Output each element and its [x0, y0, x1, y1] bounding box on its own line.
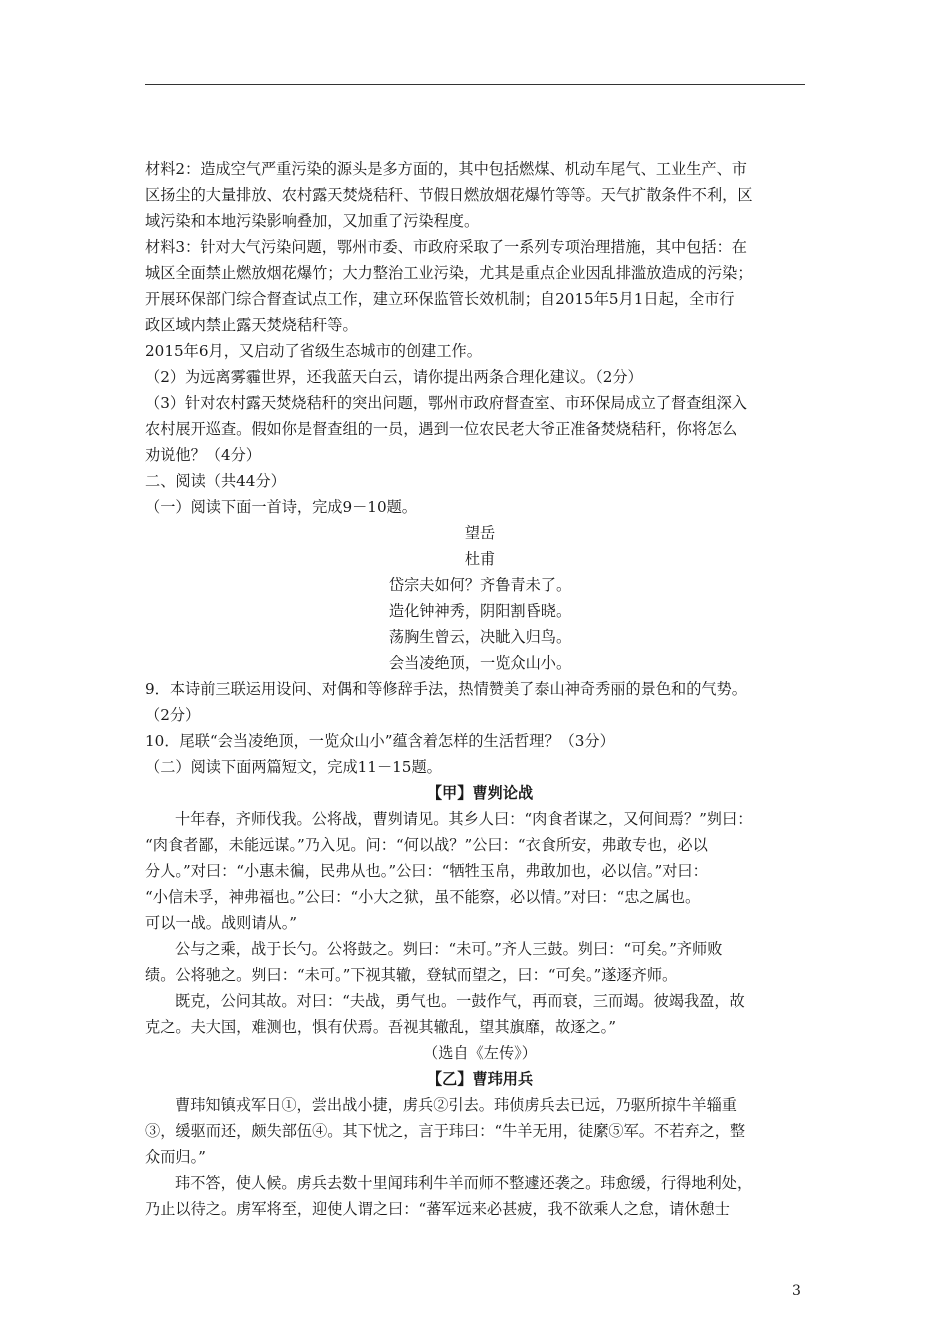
text-line: 材料2：造成空气严重污染的源头是多方面的，其中包括燃煤、机动车尾气、工业生产、市: [145, 160, 747, 178]
poem-verse: 会当凌绝顶，一览众山小。: [388, 654, 572, 672]
text-a-line: 既克，公问其故。对曰：“夫战，勇气也。一鼓作气，再而衰，三而竭。彼竭我盈，故: [175, 992, 745, 1010]
poem-author: 杜甫: [464, 550, 496, 568]
question-2: （2）为远离雾霾世界，还我蓝天白云，请你提出两条合理化建议。（2分）: [145, 368, 643, 386]
header-rule: [145, 84, 805, 85]
text-a-title: 【甲】曹刿论战: [426, 784, 534, 802]
text-a-line: 十年春，齐师伐我。公将战，曹刿请见。其乡人曰：“肉食者谋之，又何间焉？”刿曰：: [175, 810, 753, 828]
document-body: [145, 156, 815, 1222]
text-a-line: “肉食者鄙，未能远谋。”乃入见。问：“何以战？”公曰：“衣食所安，弗敢专也，必以: [145, 836, 708, 854]
page-number: 3: [792, 1283, 801, 1299]
text-a-line: 分人。”对曰：“小惠未徧，民弗从也。”公曰：“牺牲玉帛，弗敢加也，必以信。”对曰：: [145, 862, 708, 880]
question-9-score: （2分）: [145, 706, 201, 724]
text-line: 区扬尘的大量排放、农村露天焚烧秸秆、节假日燃放烟花爆竹等等。天气扩散条件不利，区: [145, 186, 753, 204]
text-b-line: 曹玮知镇戎军日①，尝出战小捷，虏兵②引去。玮侦虏兵去已远，乃驱所掠牛羊辎重: [175, 1096, 737, 1114]
question-3: （3）针对农村露天焚烧秸秆的突出问题，鄂州市政府督查室、市环保局成立了督查组深入: [145, 394, 747, 412]
text-a-line: 公与之乘，战于长勺。公将鼓之。刿曰：“未可。”齐人三鼓。刿曰：“可矣。”齐师败: [175, 940, 723, 958]
question-10: 10．尾联“会当凌绝顶，一览众山小”蕴含着怎样的生活哲理？（3分）: [145, 732, 615, 750]
text-line: 2015年6月，又启动了省级生态城市的创建工作。: [145, 342, 482, 360]
text-b-title: 【乙】曹玮用兵: [426, 1070, 534, 1088]
text-line: 域污染和本地污染影响叠加，又加重了污染程度。: [145, 212, 480, 230]
text-line: 劝说他？（4分）: [145, 446, 261, 464]
text-b-line: 众而归。”: [145, 1148, 206, 1166]
text-line: 开展环保部门综合督查试点工作，建立环保监管长效机制；自2015年5月1日起，全市行: [145, 290, 735, 308]
text-a-source: （选自《左传》）: [423, 1044, 537, 1062]
text-line: 农村展开巡查。假如你是督查组的一员，遇到一位农民老大爷正准备焚烧秸秆，你将怎么: [145, 420, 738, 438]
section-heading: 二、阅读（共44分）: [145, 472, 286, 490]
poem-verse: 岱宗夫如何？齐鲁青未了。: [388, 576, 572, 594]
text-a-line: “小信未孚，神弗福也。”公曰：“小大之狱，虽不能察，必以情。”对曰：“忠之属也。: [145, 888, 701, 906]
text-line: 政区域内禁止露天焚烧秸秆等。: [145, 316, 358, 334]
text-line: 材料3：针对大气污染问题，鄂州市委、市政府采取了一系列专项治理措施，其中包括：在: [145, 238, 747, 256]
poem-verse: 造化钟神秀，阴阳割昏晓。: [388, 602, 572, 620]
text-a-line: 可以一战。战则请从。”: [145, 914, 298, 932]
section-subheading: （一）阅读下面一首诗，完成9－10题。: [145, 498, 417, 516]
section-subheading: （二）阅读下面两篇短文，完成11－15题。: [145, 758, 442, 776]
text-b-line: ③，缓驱而还，颇失部伍④。其下忧之，言于玮曰：“牛羊无用，徒縻⑤军。不若弃之，整: [145, 1122, 746, 1140]
text-a-line: 绩。公将驰之。刿曰：“未可。”下视其辙，登轼而望之，曰：“可矣。”遂逐齐师。: [145, 966, 678, 984]
poem-verse: 荡胸生曾云，决眦入归鸟。: [388, 628, 572, 646]
text-b-line: 玮不答，使人候。虏兵去数十里闻玮利牛羊而师不整遽还袭之。玮愈缓，行得地利处，: [175, 1174, 753, 1192]
text-b-line: 乃止以待之。虏军将至，迎使人谓之曰：“蕃军远来必甚疲，我不欲乘人之怠，请休憩士: [145, 1200, 730, 1218]
text-a-line: 克之。夫大国，难测也，惧有伏焉。吾视其辙乱，望其旗靡，故逐之。”: [145, 1018, 616, 1036]
text-line: 城区全面禁止燃放烟花爆竹；大力整治工业污染，尤其是重点企业因乱排滥放造成的污染；: [145, 264, 753, 282]
question-9: 9．本诗前三联运用设问、对偶和等修辞手法，热情赞美了泰山神奇秀丽的景色和的气势。: [145, 680, 747, 698]
poem-title: 望岳: [464, 524, 496, 542]
